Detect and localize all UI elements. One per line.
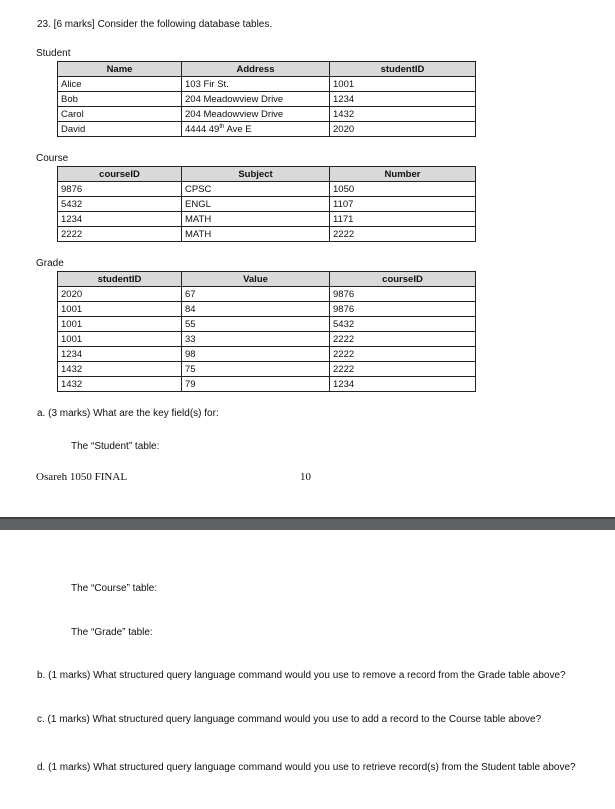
cell: David bbox=[58, 122, 182, 137]
column-header: Value bbox=[182, 272, 330, 287]
table-row bbox=[58, 197, 476, 212]
cell: 1432 bbox=[330, 107, 476, 122]
column-header: courseID bbox=[58, 167, 182, 182]
part-d-question: d. (1 marks) What structured query language command would you use to retrieve record(s) from the Student table above? bbox=[37, 762, 576, 773]
table-row bbox=[58, 182, 476, 197]
cell: 2222 bbox=[58, 227, 182, 242]
cell-address bbox=[182, 122, 330, 137]
page-2 bbox=[0, 530, 615, 809]
cell: 1234 bbox=[330, 377, 476, 392]
cell: MATH bbox=[182, 212, 330, 227]
table-header-row bbox=[58, 167, 476, 182]
table-row bbox=[58, 212, 476, 227]
ordinal-suffix: th bbox=[219, 123, 225, 130]
table-row bbox=[58, 332, 476, 347]
cell: Alice bbox=[58, 77, 182, 92]
cell: 67 bbox=[182, 287, 330, 302]
course-table bbox=[57, 166, 476, 242]
table-row bbox=[58, 362, 476, 377]
cell: 5432 bbox=[58, 197, 182, 212]
column-header: courseID bbox=[330, 272, 476, 287]
cell: 75 bbox=[182, 362, 330, 377]
table-row bbox=[58, 287, 476, 302]
column-header: Subject bbox=[182, 167, 330, 182]
grade-key-prompt: The “Grade” table: bbox=[71, 627, 153, 638]
cell: 1001 bbox=[58, 317, 182, 332]
cell: 55 bbox=[182, 317, 330, 332]
course-key-prompt: The “Course” table: bbox=[71, 583, 158, 594]
table-row bbox=[58, 317, 476, 332]
grade-table bbox=[57, 271, 476, 392]
part-b-question: b. (1 marks) What structured query language command would you use to remove a record from the Grade table above? bbox=[37, 670, 566, 681]
address-number: 4444 49 bbox=[185, 123, 220, 135]
cell: 1432 bbox=[58, 377, 182, 392]
student-table-label: Student bbox=[36, 48, 71, 59]
table-header-row bbox=[58, 62, 476, 77]
cell: 2222 bbox=[330, 347, 476, 362]
cell: CPSC bbox=[182, 182, 330, 197]
cell: 1107 bbox=[330, 197, 476, 212]
table-row bbox=[58, 122, 476, 137]
cell: Carol bbox=[58, 107, 182, 122]
cell: 9876 bbox=[330, 302, 476, 317]
table-row bbox=[58, 302, 476, 317]
table-row bbox=[58, 347, 476, 362]
address-tail: Ave E bbox=[224, 123, 252, 135]
cell: 84 bbox=[182, 302, 330, 317]
cell: MATH bbox=[182, 227, 330, 242]
cell: 2222 bbox=[330, 227, 476, 242]
table-header-row bbox=[58, 272, 476, 287]
cell: 5432 bbox=[330, 317, 476, 332]
table-row bbox=[58, 92, 476, 107]
cell: 1234 bbox=[58, 212, 182, 227]
cell: 33 bbox=[182, 332, 330, 347]
table-row bbox=[58, 227, 476, 242]
column-header: studentID bbox=[330, 62, 476, 77]
cell: 1234 bbox=[330, 92, 476, 107]
cell: 2222 bbox=[330, 332, 476, 347]
cell: 9876 bbox=[330, 287, 476, 302]
table-row bbox=[58, 77, 476, 92]
cell: ENGL bbox=[182, 197, 330, 212]
cell: 204 Meadowview Drive bbox=[182, 92, 330, 107]
student-table bbox=[57, 61, 476, 137]
grade-table-label: Grade bbox=[36, 258, 64, 269]
cell: 98 bbox=[182, 347, 330, 362]
table-row bbox=[58, 107, 476, 122]
column-header: Number bbox=[330, 167, 476, 182]
part-a-question: a. (3 marks) What are the key field(s) for: bbox=[37, 408, 219, 419]
cell: Bob bbox=[58, 92, 182, 107]
cell: 1171 bbox=[330, 212, 476, 227]
cell: 1050 bbox=[330, 182, 476, 197]
column-header: Name bbox=[58, 62, 182, 77]
footer-exam-name: Osareh 1050 FINAL bbox=[36, 471, 128, 483]
page-separator bbox=[0, 517, 615, 530]
column-header: Address bbox=[182, 62, 330, 77]
cell: 103 Fir St. bbox=[182, 77, 330, 92]
course-table-label: Course bbox=[36, 153, 69, 164]
question-heading: 23. [6 marks] Consider the following database tables. bbox=[37, 19, 273, 30]
cell: 1001 bbox=[58, 302, 182, 317]
cell: 204 Meadowview Drive bbox=[182, 107, 330, 122]
cell: 2020 bbox=[330, 122, 476, 137]
cell: 1432 bbox=[58, 362, 182, 377]
cell: 1001 bbox=[58, 332, 182, 347]
cell: 9876 bbox=[58, 182, 182, 197]
cell: 79 bbox=[182, 377, 330, 392]
table-row bbox=[58, 377, 476, 392]
part-c-question: c. (1 marks) What structured query language command would you use to add a record to the Course table above? bbox=[37, 714, 542, 725]
cell: 2222 bbox=[330, 362, 476, 377]
cell: 1234 bbox=[58, 347, 182, 362]
cell: 2020 bbox=[58, 287, 182, 302]
footer-page-number: 10 bbox=[300, 471, 311, 483]
student-key-prompt: The “Student” table: bbox=[71, 441, 160, 452]
cell: 1001 bbox=[330, 77, 476, 92]
column-header: studentID bbox=[58, 272, 182, 287]
